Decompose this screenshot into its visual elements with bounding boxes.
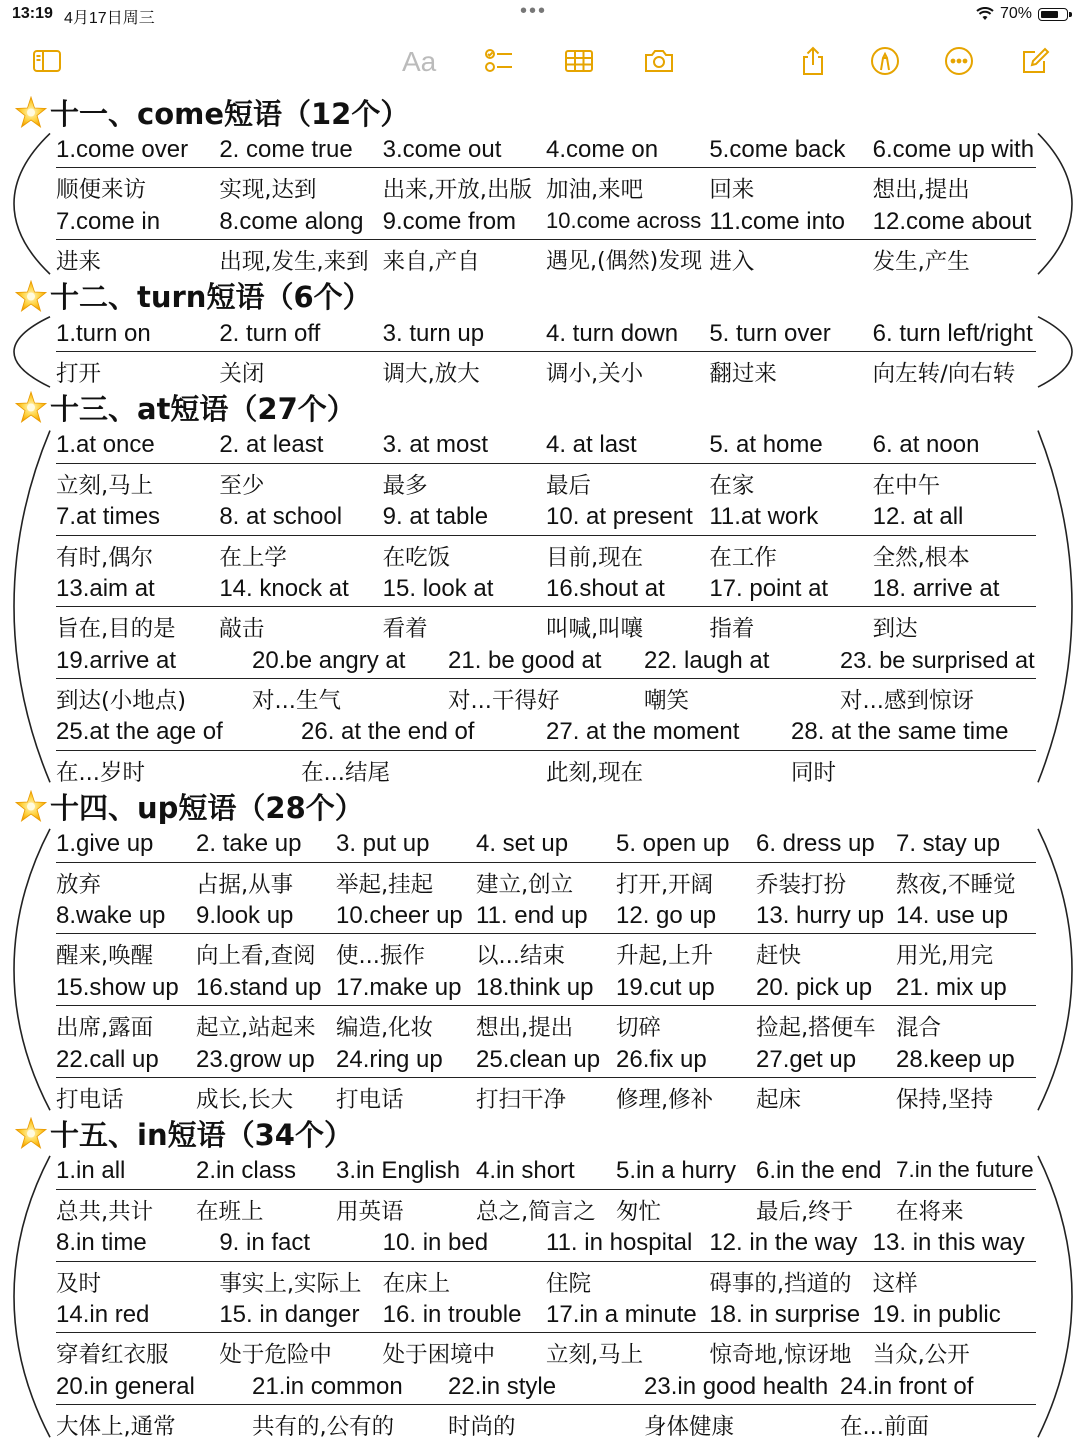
english-phrase: 7. stay up [896, 830, 1001, 858]
chinese-meaning: 占据,从事 [196, 871, 294, 898]
english-phrase: 20.be angry at [252, 646, 406, 674]
right-bracket [1036, 1153, 1076, 1440]
english-phrase: 26.fix up [616, 1045, 707, 1073]
english-phrase: 5.come back [709, 136, 846, 163]
chinese-row [56, 464, 1036, 499]
english-phrase: 6. at noon [872, 431, 980, 459]
chinese-meaning: 立刻,马上 [56, 472, 154, 499]
section-2 [0, 276, 1080, 388]
english-phrase: 17.make up [336, 973, 462, 1001]
english-phrase: 4. set up [476, 830, 569, 858]
left-bracket [12, 427, 52, 786]
english-phrase: 16.stand up [196, 973, 322, 1001]
chinese-meaning: 惊奇地,惊讶地 [709, 1342, 852, 1369]
english-phrase: 9. at table [382, 503, 489, 531]
english-row [56, 1225, 1036, 1261]
section-title: 十三、at短语（27个） [50, 391, 356, 426]
english-phrase: 11. end up [476, 902, 588, 930]
chinese-meaning: 全然,根本 [872, 544, 970, 571]
english-phrase: 24.in front of [840, 1372, 974, 1400]
english-phrase: 25.clean up [476, 1045, 601, 1073]
english-row [56, 1369, 1036, 1405]
chinese-meaning: 出席,露面 [56, 1015, 154, 1042]
chinese-meaning: 总共,共计 [56, 1198, 154, 1225]
section-title: 十四、up短语（28个） [50, 790, 364, 825]
chinese-row [56, 1078, 1036, 1113]
chinese-meaning: 成长,长大 [196, 1086, 294, 1113]
chinese-meaning: 向左转/向右转 [872, 360, 1016, 387]
english-row [56, 1153, 1036, 1189]
english-phrase: 2.in class [196, 1157, 297, 1185]
chinese-meaning: 此刻,现在 [546, 759, 644, 786]
section-5 [0, 1113, 1080, 1440]
english-phrase: 7.at times [56, 503, 161, 531]
section-3 [0, 387, 1080, 786]
phrase-table [56, 316, 1036, 388]
chinese-meaning: 指着 [709, 616, 755, 643]
chinese-meaning: 在...结尾 [301, 759, 390, 786]
english-row [56, 1042, 1036, 1078]
chinese-meaning: 想出,提出 [872, 177, 970, 204]
english-phrase: 11. in hospital [546, 1229, 693, 1257]
section-heading [0, 276, 1080, 316]
notes-toolbar [0, 38, 1080, 84]
chinese-meaning: 对...生气 [252, 688, 341, 715]
chinese-meaning: 调小,关小 [546, 360, 644, 387]
chinese-row [56, 934, 1036, 969]
chinese-meaning: 看着 [382, 616, 428, 643]
chinese-meaning: 打电话 [336, 1086, 404, 1113]
section-heading [0, 387, 1080, 427]
english-phrase: 10.come across [546, 207, 702, 233]
english-phrase: 17. point at [709, 574, 829, 602]
chinese-meaning: 在家 [709, 472, 755, 499]
battery-percent: 70% [999, 5, 1032, 22]
chinese-meaning: 来自,产自 [382, 249, 480, 276]
chinese-meaning: 切碎 [616, 1015, 662, 1042]
english-phrase: 1.at once [56, 431, 155, 459]
chinese-meaning: 嘲笑 [644, 688, 690, 715]
star-icon [14, 1117, 48, 1151]
english-phrase: 28. at the same time [791, 718, 1009, 746]
chinese-meaning: 加油,来吧 [546, 177, 644, 204]
english-phrase: 6.in the end [756, 1157, 882, 1185]
chinese-meaning: 起立,站起来 [196, 1015, 316, 1042]
english-phrase: 15. in danger [219, 1300, 360, 1328]
english-phrase: 1.turn on [56, 319, 151, 347]
english-phrase: 8.come along [219, 207, 364, 235]
english-phrase: 9.come from [382, 207, 517, 235]
chinese-meaning: 用英语 [336, 1198, 404, 1225]
left-bracket [12, 826, 52, 1113]
english-phrase: 12. in the way [709, 1229, 858, 1257]
english-phrase: 7.come in [56, 207, 161, 235]
section-4 [0, 786, 1080, 1113]
chinese-meaning: 在中午 [872, 472, 941, 499]
chinese-meaning: 捡起,搭便车 [756, 1015, 876, 1042]
chinese-meaning: 至少 [219, 472, 265, 499]
english-phrase: 27.get up [756, 1045, 857, 1073]
english-phrase: 21. mix up [896, 973, 1007, 1001]
english-phrase: 3. at most [382, 431, 489, 459]
english-phrase: 23.grow up [196, 1045, 315, 1073]
markup-icon[interactable] [868, 44, 902, 78]
english-phrase: 13. in this way [872, 1229, 1025, 1257]
chinese-meaning: 在...岁时 [56, 759, 145, 786]
chinese-row [56, 168, 1036, 203]
chinese-meaning: 在吃饭 [382, 544, 451, 571]
english-phrase: 12. at all [872, 503, 964, 531]
english-phrase: 19.arrive at [56, 646, 177, 674]
english-phrase: 13. hurry up [756, 902, 885, 930]
english-phrase: 20. pick up [756, 973, 873, 1001]
chinese-row [56, 1190, 1036, 1225]
chinese-meaning: 事实上,实际上 [219, 1270, 362, 1297]
status-date: 4月17日周三 [64, 10, 155, 27]
left-bracket [12, 132, 52, 276]
chinese-meaning: 目前,现在 [546, 544, 644, 571]
wifi-icon [976, 7, 994, 21]
english-phrase: 2. turn off [219, 319, 321, 347]
english-phrase: 6. dress up [756, 830, 875, 858]
english-phrase: 5. turn over [709, 319, 831, 347]
english-phrase: 19. in public [872, 1300, 1001, 1328]
format-icon[interactable]: Aa [402, 46, 437, 77]
english-phrase: 11.at work [709, 503, 819, 531]
english-row [56, 898, 1036, 934]
chinese-row [56, 751, 1036, 786]
chinese-meaning: 旨在,目的是 [56, 616, 176, 643]
chinese-meaning: 熬夜,不睡觉 [896, 871, 1016, 898]
chinese-meaning: 使...振作 [336, 943, 425, 970]
chinese-row [56, 1405, 1036, 1440]
english-phrase: 12. go up [616, 902, 717, 930]
english-phrase: 18. arrive at [872, 574, 1000, 602]
chinese-meaning: 对...感到惊讶 [840, 688, 974, 715]
chinese-meaning: 向上看,查阅 [196, 943, 316, 970]
status-right [976, 5, 1068, 23]
chinese-row [56, 352, 1036, 387]
chinese-meaning: 碍事的,挡道的 [709, 1270, 852, 1297]
section-heading [0, 92, 1080, 132]
english-phrase: 4. turn down [546, 319, 679, 347]
chinese-meaning: 立刻,马上 [546, 1342, 644, 1369]
english-phrase: 8. at school [219, 503, 343, 531]
chinese-row [56, 240, 1036, 275]
chinese-meaning: 处于困境中 [382, 1342, 496, 1369]
english-phrase: 23.in good health [644, 1372, 829, 1400]
english-phrase: 11.come into [709, 207, 845, 235]
english-row [56, 427, 1036, 463]
chinese-meaning: 打电话 [56, 1086, 124, 1113]
note-body[interactable] [0, 92, 1080, 1441]
chinese-meaning: 建立,创立 [476, 871, 574, 898]
chinese-meaning: 大体上,通常 [56, 1414, 176, 1441]
chinese-meaning: 进入 [709, 249, 755, 276]
english-phrase: 8.wake up [56, 902, 166, 930]
chinese-meaning: 发生,产生 [872, 249, 970, 276]
phrase-table [56, 132, 1036, 276]
right-bracket [1036, 132, 1076, 276]
chinese-row [56, 863, 1036, 898]
english-phrase: 16.shout at [546, 574, 665, 602]
english-phrase: 3.in English [336, 1157, 461, 1185]
chinese-meaning: 到达 [872, 616, 918, 643]
chinese-meaning: 用光,用完 [896, 943, 994, 970]
chinese-meaning: 修理,修补 [616, 1086, 714, 1113]
chinese-meaning: 混合 [896, 1015, 942, 1042]
english-phrase: 14. knock at [219, 574, 349, 602]
english-phrase: 3. put up [336, 830, 430, 858]
chinese-meaning: 同时 [791, 759, 837, 786]
chinese-meaning: 打开 [56, 360, 102, 387]
chinese-meaning: 敲击 [219, 616, 265, 643]
english-row [56, 499, 1036, 535]
right-bracket [1036, 427, 1076, 786]
chinese-meaning: 遇见,(偶然)发现 [546, 249, 703, 275]
english-phrase: 3.come out [382, 136, 502, 163]
section-title: 十一、come短语（12个） [50, 96, 410, 131]
chinese-meaning: 出现,发生,来到 [219, 249, 369, 276]
english-phrase: 15.show up [56, 973, 179, 1001]
battery-icon [1038, 8, 1068, 21]
right-bracket [1036, 316, 1076, 388]
chinese-meaning: 起床 [756, 1086, 802, 1113]
star-icon [14, 280, 48, 314]
english-phrase: 10. at present [546, 503, 693, 531]
english-phrase: 9.look up [196, 902, 294, 930]
english-phrase: 16. in trouble [382, 1300, 522, 1328]
english-phrase: 4.come on [546, 136, 659, 163]
english-phrase: 1.in all [56, 1157, 126, 1185]
english-phrase: 28.keep up [896, 1045, 1015, 1073]
english-phrase: 4.in short [476, 1157, 575, 1185]
english-row [56, 826, 1036, 862]
english-row [56, 1297, 1036, 1333]
chinese-meaning: 以...结束 [476, 943, 565, 970]
chinese-meaning: 打开,开阔 [616, 871, 714, 898]
phrase-table [56, 1153, 1036, 1440]
chinese-meaning: 乔装打扮 [756, 871, 847, 898]
english-phrase: 14.in red [56, 1300, 150, 1328]
english-phrase: 22.in style [448, 1372, 557, 1400]
checklist-icon[interactable] [482, 44, 516, 78]
chinese-meaning: 当众,公开 [872, 1342, 970, 1369]
chinese-meaning: 实现,达到 [219, 177, 317, 204]
english-row [56, 571, 1036, 607]
chinese-meaning: 对...干得好 [448, 688, 560, 715]
english-phrase: 5. open up [616, 830, 730, 858]
chinese-meaning: 关闭 [219, 360, 265, 387]
chinese-meaning: 共有的,公有的 [252, 1414, 395, 1441]
english-phrase: 9. in fact [219, 1229, 311, 1257]
chinese-meaning: 穿着红衣服 [56, 1342, 169, 1369]
english-phrase: 22.call up [56, 1045, 159, 1073]
chinese-meaning: 打扫干净 [476, 1086, 567, 1113]
chinese-meaning: 保持,坚持 [896, 1086, 994, 1113]
chinese-meaning: 在上学 [219, 544, 287, 571]
compose-icon[interactable] [1018, 44, 1052, 78]
chinese-meaning: 在...前面 [840, 1414, 929, 1441]
english-row [56, 970, 1036, 1006]
chinese-meaning: 赶快 [756, 943, 802, 970]
english-phrase: 20.in general [56, 1372, 195, 1400]
chinese-meaning: 最后,终于 [756, 1198, 854, 1225]
chinese-meaning: 匆忙 [616, 1198, 662, 1225]
english-row [56, 204, 1036, 240]
english-phrase: 17.in a minute [546, 1300, 697, 1328]
left-bracket [12, 316, 52, 388]
chinese-meaning: 想出,提出 [476, 1015, 574, 1042]
status-bar [0, 0, 1080, 30]
chinese-meaning: 到达(小地点) [56, 688, 187, 715]
chinese-meaning: 醒来,唤醒 [56, 943, 154, 970]
chinese-meaning: 处于危险中 [219, 1342, 332, 1369]
english-row [56, 643, 1036, 679]
more-icon[interactable] [942, 44, 976, 78]
chinese-row [56, 1333, 1036, 1368]
english-phrase: 18.think up [476, 973, 594, 1001]
english-phrase: 1.come over [56, 136, 189, 163]
chinese-meaning: 在班上 [196, 1198, 264, 1225]
english-phrase: 26. at the end of [301, 718, 475, 746]
multitasking-dots-icon[interactable]: ••• [520, 0, 548, 22]
star-icon [14, 790, 48, 824]
chinese-meaning: 住院 [546, 1270, 592, 1297]
chinese-row [56, 1262, 1036, 1297]
section-heading [0, 1113, 1080, 1153]
english-phrase: 2. come true [219, 136, 353, 163]
chinese-meaning: 及时 [56, 1270, 102, 1297]
english-phrase: 2. take up [196, 830, 302, 858]
chinese-meaning: 回来 [709, 177, 755, 204]
chinese-meaning: 总之,简言之 [476, 1198, 596, 1225]
section-1 [0, 92, 1080, 276]
chinese-meaning: 放弃 [56, 871, 102, 898]
chinese-row [56, 1006, 1036, 1041]
chinese-row [56, 679, 1036, 714]
english-phrase: 8.in time [56, 1229, 147, 1257]
english-phrase: 23. be surprised at [840, 646, 1035, 673]
english-phrase: 1.give up [56, 830, 154, 858]
english-phrase: 15. look at [382, 574, 494, 602]
star-icon [14, 391, 48, 425]
english-phrase: 22. laugh at [644, 646, 770, 674]
english-phrase: 3. turn up [382, 319, 485, 347]
chinese-meaning: 时尚的 [448, 1414, 516, 1441]
status-time: 13:19 [12, 5, 53, 22]
english-row [56, 316, 1036, 352]
english-phrase: 4. at last [546, 431, 637, 459]
english-phrase: 7.in the future [896, 1157, 1034, 1183]
english-phrase: 25.at the age of [56, 718, 223, 746]
english-phrase: 21. be good at [448, 646, 602, 674]
english-phrase: 5.in a hurry [616, 1157, 737, 1185]
chinese-meaning: 顺便来访 [56, 177, 147, 204]
camera-icon[interactable] [642, 44, 676, 78]
chinese-meaning: 翻过来 [709, 360, 777, 387]
chinese-meaning: 最后 [546, 472, 592, 499]
chinese-meaning: 在工作 [709, 544, 777, 571]
share-icon[interactable] [796, 44, 830, 78]
chinese-meaning: 叫喊,叫嚷 [546, 616, 644, 643]
chinese-meaning: 编造,化妆 [336, 1015, 434, 1042]
section-title: 十二、turn短语（6个） [50, 280, 372, 315]
english-phrase: 21.in common [252, 1372, 403, 1400]
right-bracket [1036, 826, 1076, 1113]
english-phrase: 13.aim at [56, 574, 155, 602]
english-phrase: 10.cheer up [336, 902, 463, 930]
section-heading [0, 786, 1080, 826]
phrase-table [56, 427, 1036, 786]
english-phrase: 24.ring up [336, 1045, 443, 1073]
chinese-meaning: 身体健康 [644, 1414, 735, 1441]
section-title: 十五、in短语（34个） [50, 1117, 353, 1152]
english-row [56, 132, 1036, 168]
chinese-meaning: 升起,上升 [616, 943, 714, 970]
english-phrase: 5. at home [709, 431, 823, 459]
chinese-meaning: 在将来 [896, 1198, 964, 1225]
chinese-meaning: 在床上 [382, 1270, 451, 1297]
english-phrase: 6.come up with [872, 136, 1035, 163]
sidebar-icon[interactable] [30, 44, 64, 78]
chinese-meaning: 最多 [382, 472, 428, 499]
english-phrase: 2. at least [219, 431, 324, 459]
english-phrase: 6. turn left/right [872, 319, 1033, 347]
english-phrase: 14. use up [896, 902, 1009, 930]
english-phrase: 19.cut up [616, 973, 715, 1001]
chinese-meaning: 出来,开放,出版 [382, 177, 532, 204]
chinese-meaning: 调大,放大 [382, 360, 480, 387]
chinese-row [56, 536, 1036, 571]
english-phrase: 12.come about [872, 207, 1032, 235]
phrase-table [56, 826, 1036, 1113]
left-bracket [12, 1153, 52, 1440]
chinese-meaning: 进来 [56, 249, 102, 276]
table-icon[interactable] [562, 44, 596, 78]
english-row [56, 714, 1036, 750]
chinese-row [56, 607, 1036, 642]
star-icon [14, 96, 48, 130]
english-phrase: 18. in surprise [709, 1300, 861, 1328]
chinese-meaning: 有时,偶尔 [56, 544, 154, 571]
english-phrase: 10. in bed [382, 1229, 489, 1257]
chinese-meaning: 这样 [872, 1270, 918, 1297]
english-phrase: 27. at the moment [546, 718, 740, 746]
chinese-meaning: 举起,挂起 [336, 871, 434, 898]
